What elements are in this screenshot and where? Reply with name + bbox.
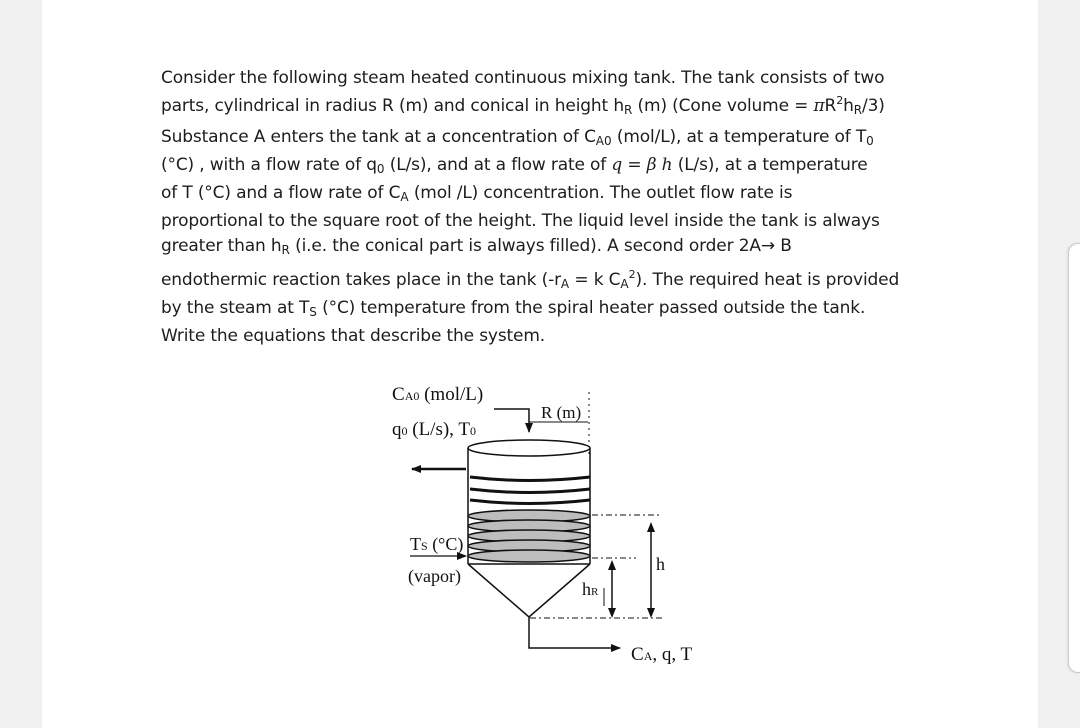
line-9: by the steam at TS (°C) temperature from the spiral heater passed outside the tank. (161, 298, 866, 319)
height-dimension (647, 522, 655, 618)
steam-state-label: (vapor) (408, 566, 461, 586)
outlet-pipe-arrow (529, 617, 620, 648)
outlet-label: CA, q, T (631, 644, 693, 665)
radius-label: R (m) (541, 403, 582, 422)
line-10: Write the equations that describe the system. (161, 326, 546, 346)
cone-height-dimension (604, 560, 616, 618)
line-3: Substance A enters the tank at a concentration of CA0 (mol/L), at a temperature of T0 (161, 127, 874, 148)
steam-temperature-label: TS (°C) (410, 534, 464, 554)
inlet-concentration-label: CA0 (mol/L) (392, 384, 484, 405)
line-2: parts, cylindrical in radius R (m) and conical in height hR (m) (Cone volume = $\pi R^2hR/3$) (161, 94, 885, 117)
line-6: proportional to the square root of the height. The liquid level inside the tank is always (161, 211, 880, 231)
height-label: h (656, 554, 665, 574)
inlet-flow-label: q0 (L/s), T0 (392, 419, 476, 440)
line-5: of T (°C) and a flow rate of CA (mol /L) concentration. The outlet flow rate is (161, 183, 793, 204)
line-4: (°C) , with a flow rate of q0 (L/s), and at a flow rate of q = β h (L/s), at a temperature (161, 155, 868, 176)
tank-cone (468, 564, 590, 617)
inlet-feed-line (494, 409, 529, 432)
spiral-heater (468, 477, 590, 562)
line-7: greater than hR (i.e. the conical part is always filled). A second order 2A→ B (161, 236, 792, 257)
line-8: endothermic reaction takes place in the tank (-rA = k $CA^2$). The required heat is provided (161, 268, 900, 291)
cone-height-label: hR (582, 579, 599, 599)
line-1: Consider the following steam heated continuous mixing tank. The tank consists of two (161, 68, 885, 88)
